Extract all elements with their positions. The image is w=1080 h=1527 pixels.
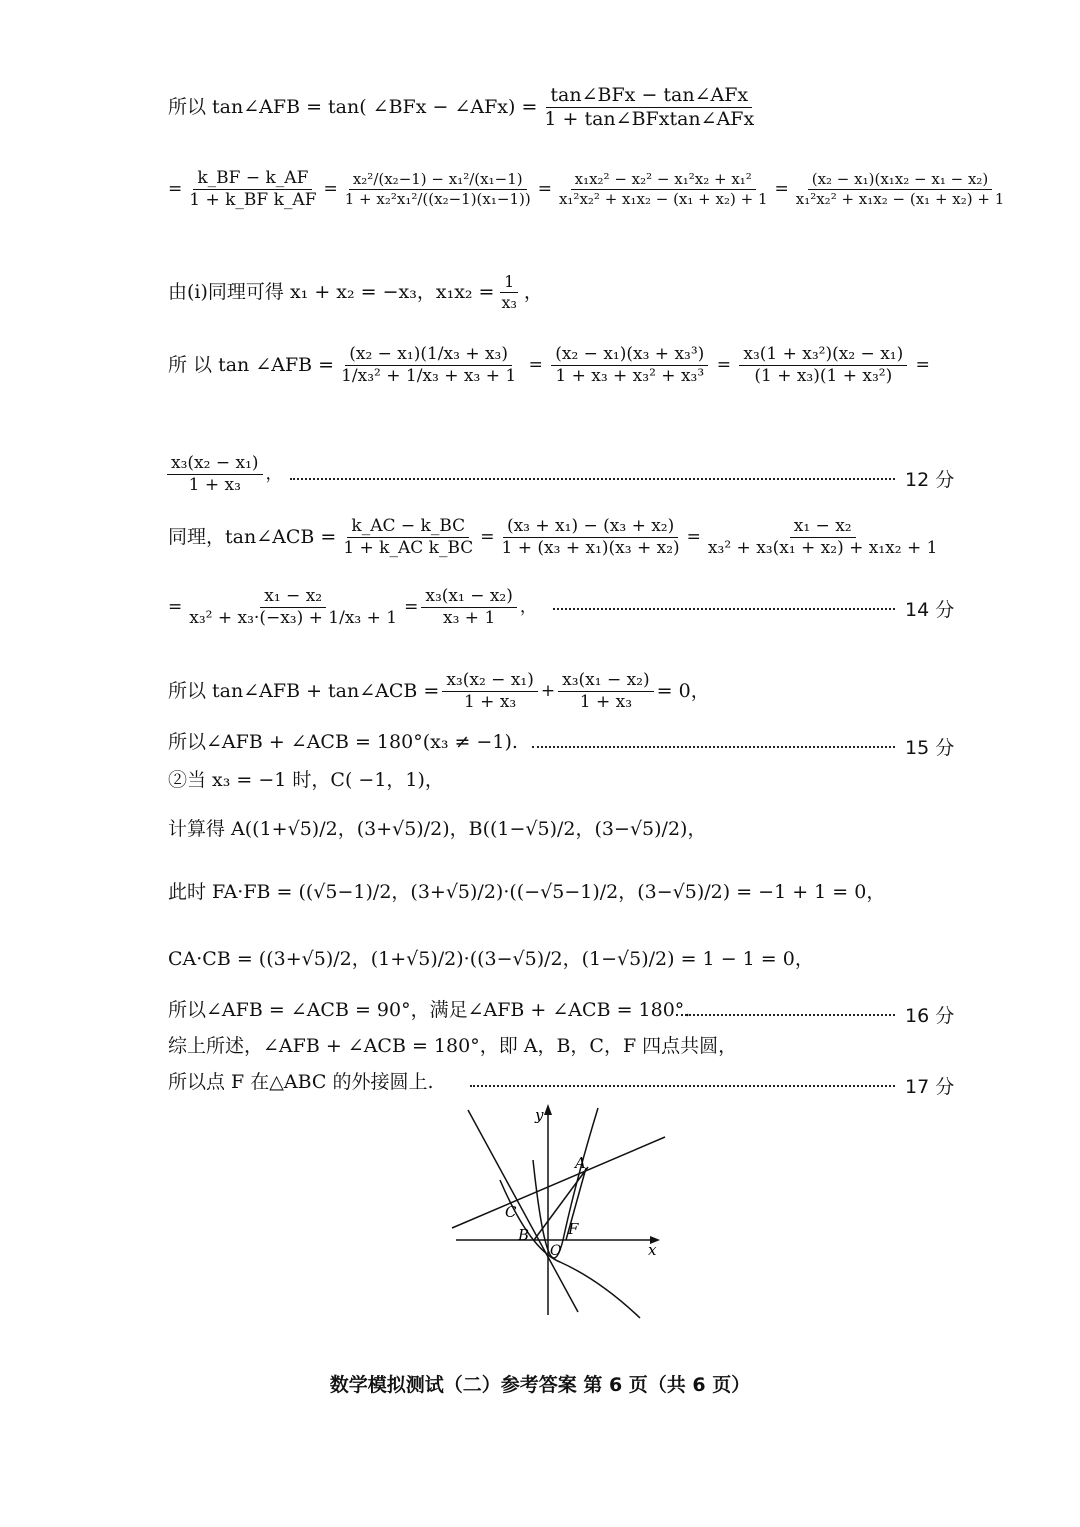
denominator: x₃² + x₃·(−x₃) + 1/x₃ + 1 bbox=[189, 608, 398, 628]
eq-line-8: 所以 tan∠AFB + tan∠ACB = $\frac{\text{x₃(x₂ − x₁)}}{\text{1 + x₃}}$ + $\frac{\text{x₃(x₁ − x₂)}}{\text{1 + x₃}}$ = 0， bbox=[168, 670, 710, 712]
eq-line-6-text: 同理，tan∠ACB = bbox=[168, 526, 337, 548]
score-12: 12 分 bbox=[905, 469, 955, 491]
eq-line-8-text: 所以 tan∠AFB + tan∠ACB = bbox=[168, 680, 440, 702]
eq-line-9-text: 所以∠AFB + ∠ACB = 180°(x₃ ≠ −1). bbox=[168, 731, 518, 753]
axis-label-y: y bbox=[535, 1106, 544, 1124]
score-16: 16 分 bbox=[905, 1005, 955, 1027]
denominator: 1 + x₃ bbox=[463, 692, 517, 712]
eq-line-8-end: = 0， bbox=[656, 680, 710, 702]
parabola-curve bbox=[533, 1108, 598, 1258]
eq-line-13-text: CA·CB = ((3+√5)/2，(1+√5)/2)·((3−√5)/2，(1−√5)/2) = 1 − 1 = 0， bbox=[168, 948, 814, 970]
line-ab bbox=[534, 1167, 588, 1240]
score-14: 14 分 bbox=[905, 599, 955, 621]
score-17: 17 分 bbox=[905, 1076, 955, 1098]
numerator: k_AC − k_BC bbox=[347, 518, 469, 538]
denominator: 1 + x₃ + x₃² + x₃³ bbox=[555, 366, 705, 386]
denominator: x₃ + 1 bbox=[442, 608, 496, 628]
eq-line-7: = $\frac{\text{x₁ − x₂}}{\text{x₃² + x₃·(−x₃) + 1/x₃ + 1}}$ = $\frac{\text{x₃(x₁ − x₂)}}{\text{x₃ + 1}}$ ， bbox=[168, 586, 537, 628]
eq-line-12-text: 此时 FA·FB = ((√5−1)/2，(3+√5)/2)·((−√5−1)/2，(3−√5)/2) = −1 + 1 = 0， bbox=[168, 881, 886, 903]
point-label-b: B bbox=[518, 1226, 530, 1244]
numerator: tan∠BFx − tan∠AFx bbox=[546, 86, 752, 108]
numerator: (x₂ − x₁)(1/x₃ + x₃) bbox=[345, 346, 512, 366]
eq-line-14-text: 所以∠AFB = ∠ACB = 90°，满足∠AFB + ∠ACB = 180°. bbox=[168, 999, 691, 1021]
eq-line-10-text: ②当 x₃ = −1 时，C( −1，1)， bbox=[168, 769, 444, 791]
score-15: 15 分 bbox=[905, 737, 955, 759]
denominator: 1 + x₂²x₁²/((x₂−1)(x₁−1)) bbox=[344, 190, 531, 208]
eq-line-2: = $\frac{k\_BF - k\_AF}{\text{1 + k\_BF k\_AF}}$ = $\frac{\text{x₂²/(x₂−1) − x₁²/(x₁−1)}}{\text{1 + x₂²x₁²/((x₂−1)(x₁−1))}}$ = $\frac{\text{x₁x₂² − x₂² − x₁²x₂ + x₁²}}{\text{x₁²x₂² + x₁x₂ − (x₁ + x₂) + 1}}$ = $\frac{\text{(x₂ − x₁)(x₁x₂ − x₁ − x₂)}}{\text{x₁²x₂² + x₁x₂ − (x₁ + x₂) + 1}}$ bbox=[168, 170, 1011, 209]
denominator: 1 + x₃ bbox=[579, 692, 633, 712]
numerator: 1 bbox=[500, 274, 518, 293]
eq-line-6: 同理，tan∠ACB = $\frac{k\_AC - k\_BC}{\text{1 + k\_AC k\_BC}}$ = $\frac{\text{(x₃ + x₁) − (x₃ + x₂)}}{\text{1 + (x₃ + x₁)(x₃ + x₂)}}$ = $\frac{\text{x₁ − x₂}}{\text{x₃² + x₃(x₁ + x₂) + x₁x₂ + 1}}$ bbox=[168, 518, 944, 557]
numerator: x₃(1 + x₃²)(x₂ − x₁) bbox=[739, 346, 907, 366]
denominator: x₃² + x₃(x₁ + x₂) + x₁x₂ + 1 bbox=[707, 538, 938, 558]
eq-line-3: 由(i)同理可得 x₁ + x₂ = −x₃，x₁x₂ = $\frac{1}{\text{x₃}}$ ， bbox=[168, 272, 543, 312]
denominator: x₃ bbox=[501, 293, 517, 312]
line-ca bbox=[452, 1137, 665, 1228]
eq-line-4-text: 所 以 tan ∠AFB = bbox=[168, 354, 335, 376]
point-label-f: F bbox=[568, 1220, 579, 1238]
eq-line-5: $\frac{\text{x₃(x₂ − x₁)}}{\text{1 + x₃}}$ ， bbox=[164, 455, 283, 494]
numerator: x₃(x₁ − x₂) bbox=[421, 588, 517, 608]
numerator: (x₂ − x₁)(x₃ + x₃³) bbox=[551, 346, 708, 366]
denominator: (1 + x₃)(1 + x₃²) bbox=[754, 366, 893, 386]
numerator: x₃(x₂ − x₁) bbox=[442, 672, 538, 692]
eq-line-1-text: 所以 tan∠AFB = tan( ∠BFx − ∠AFx) = bbox=[168, 96, 538, 118]
denominator: 1 + k_BF k_AF bbox=[189, 190, 317, 210]
numerator: (x₃ + x₁) − (x₃ + x₂) bbox=[503, 518, 678, 538]
eq-line-4: 所 以 tan ∠AFB = $\frac{\text{(x₂ − x₁)(1/x₃ + x₃)}}{\text{1/x₃² + 1/x₃ + x₃ + 1}}$ = $\frac{\text{(x₂ − x₁)(x₃ + x₃³)}}{\text{1 + x₃ + x₃² + x₃³}}$ = $\frac{\text{x₃(1 + x₃²)(x₂ − x₁)}}{\text{(1 + x₃)(1 + x₃²)}}$ = bbox=[168, 344, 930, 386]
denominator: 1 + (x₃ + x₁)(x₃ + x₂) bbox=[501, 538, 680, 558]
numerator: x₃(x₁ − x₂) bbox=[558, 672, 654, 692]
numerator: x₁ − x₂ bbox=[790, 518, 856, 538]
denominator: 1 + x₃ bbox=[188, 475, 241, 495]
numerator: x₃(x₂ − x₁) bbox=[167, 455, 263, 475]
eq-line-11-text: 计算得 A((1+√5)/2，(3+√5)/2)，B((1−√5)/2，(3−√5)/2)， bbox=[168, 818, 707, 840]
denominator: 1 + tan∠BFxtan∠AFx bbox=[544, 108, 755, 130]
denominator: 1 + k_AC k_BC bbox=[343, 538, 474, 558]
numerator: x₂²/(x₂−1) − x₁²/(x₁−1) bbox=[349, 172, 527, 190]
point-label-a: A bbox=[575, 1154, 586, 1172]
eq-line-16-text: 所以点 F 在△ABC 的外接圆上. bbox=[168, 1071, 434, 1093]
origin-label: O bbox=[550, 1243, 562, 1259]
numerator: (x₂ − x₁)(x₁x₂ − x₁ − x₂) bbox=[808, 172, 993, 190]
y-axis-arrow-icon bbox=[544, 1104, 552, 1115]
page-footer: 数学模拟测试（二）参考答案 第 6 页（共 6 页） bbox=[329, 1374, 751, 1396]
eq-line-15-text: 综上所述，∠AFB + ∠ACB = 180°，即 A，B，C，F 四点共圆， bbox=[168, 1035, 738, 1057]
numerator: x₁x₂² − x₂² − x₁²x₂ + x₁² bbox=[571, 172, 756, 190]
line-cb bbox=[468, 1110, 578, 1312]
eq-line-3-text: 由(i)同理可得 x₁ + x₂ = −x₃，x₁x₂ = bbox=[168, 281, 495, 303]
denominator: x₁²x₂² + x₁x₂ − (x₁ + x₂) + 1 bbox=[558, 190, 768, 208]
denominator: 1/x₃² + 1/x₃ + x₃ + 1 bbox=[341, 366, 517, 386]
numerator: x₁ − x₂ bbox=[260, 588, 326, 608]
numerator: k_BF − k_AF bbox=[193, 170, 312, 190]
point-label-c: C bbox=[505, 1203, 517, 1221]
axis-label-x: x bbox=[648, 1241, 657, 1259]
denominator: x₁²x₂² + x₁x₂ − (x₁ + x₂) + 1 bbox=[795, 190, 1005, 208]
